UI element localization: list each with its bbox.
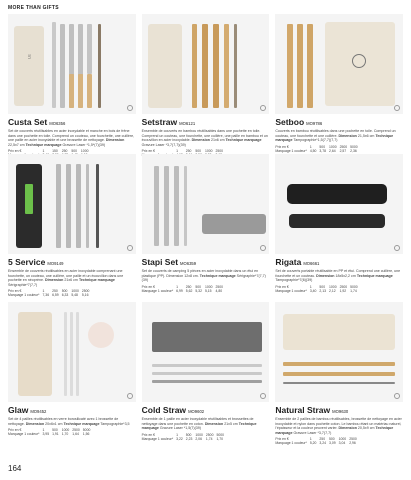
price-table: Prix en € 1 250 500 1000 2500 Marquage 1 couleur* 6,99 5,62 5,32 5,15 4,80 (141, 284, 224, 293)
product-card[interactable] (8, 302, 136, 462)
product-title: Custa Set MO6356 (8, 117, 66, 127)
eco-badge-icon (127, 245, 133, 251)
eco-badge-icon (394, 105, 400, 111)
eco-badge-icon (394, 245, 400, 251)
product-description: Ensemble de 1 paille en acier inoxydable réutilisables et brossettes de nettoyage dans une pochette en coton. Dimension 21x5 cm Technique marquage Gravure Laser *1,5(7)(39) (141, 417, 257, 431)
eco-badge-icon (394, 393, 400, 399)
product-card[interactable] (142, 14, 270, 154)
product-image (8, 302, 136, 402)
product-title: Setstraw MO6121 (141, 117, 196, 127)
page-number: 164 (8, 464, 22, 473)
price-table: Prix en € 1 250 500 1000 2500 Marquage 1 couleur* 5,20 3,24 3,09 3,04 2,96 (275, 437, 357, 446)
product-description: Ensemble de 2 pailles de bambou réutilisables, brossette de nettoyage en acier inoxydable et nylon dans pochette coton. Le bambou étant un matériau naturel, l'épaisseur et la couleur peuvent varier. Dimension 20,5x9 cm Technique marquage Gravure Laser *3,7(7,7) (275, 417, 402, 435)
product-description: Couverts en bambou réutilisables dans une pochette en toile. Comprend un couteau, une fourchette et une cuillère. Dimension 21,5x6 cm Technique marquage Tampographie*1,5(7,7)(7,7) (275, 129, 396, 143)
product-card[interactable] (8, 154, 136, 302)
product-image (275, 14, 403, 114)
product-title: Natural Straw MO9630 (275, 405, 349, 415)
product-title: Glaw MO9452 (8, 405, 47, 415)
product-description: Set de couverts de camping 5 pièces en acier inoxydable dans un étui en plastique (PP). Dimension 12x8 cm. Technique marquage Sérigraphie*7(7,7)(39) (141, 269, 266, 283)
price-table: Prix en € 1 500 1000 2500 5000 Marquage 1 couleur* 3,22 2,23 2,06 1,74 1,70 (141, 432, 224, 441)
product-card[interactable] (275, 302, 403, 462)
price-table: Prix en € 1 500 1000 2500 5000 Marquage 1 couleur* 4,50 3,78 2,64 2,57 2,36 (275, 144, 358, 153)
eco-badge-icon (127, 105, 133, 111)
product-description: Ensemble de couverts réutilisables en acier inoxydable comprenant une fourchette, un couteau, une cuillère, une paille et un écouvillon dans une pochette en néoprène. Dimension 21x6 cm Technique marquage Sérigraphie*7(7,7) (8, 269, 124, 287)
product-image (275, 302, 403, 402)
product-image: LE (8, 14, 136, 114)
product-title: Rigata MO6661 (275, 257, 320, 267)
price-table: Prix en € 1 250 500 1000 2500 (141, 149, 224, 154)
product-card[interactable] (142, 302, 270, 462)
product-title: Stapi Set MO6359 (141, 257, 197, 267)
product-image (275, 154, 403, 254)
product-card[interactable] (275, 14, 403, 154)
product-description: Set de couverts portable réutilisable en PP et étui. Comprend une cuillère, une fourchette et un couteau. Dimension 18x5x2,2 cm Technique marquage Tampographie*7(6)(39) (275, 269, 401, 283)
product-description: Set de 4 pailles réutilisables en verre borosilicaté avec 1 brossette de nettoyage. Dimension 20x6x1 cm Technique marquage Tampographie*3,5 (8, 417, 130, 426)
product-image (142, 302, 270, 402)
product-grid (8, 14, 403, 462)
product-title: Cold Straw MO9602 (141, 405, 205, 415)
product-description: Set de couverts réutilisables en acier inoxydable et manche en bois de frêne dans une pochette en toile. Comprend un couteau, une fourchette, une cuillère, une paille en acier inoxydable et une brossette de nettoyage. Dimension 22,5x7 cm Technique marquage Gravure Laser *1,5*(7)(39) (8, 129, 135, 147)
eco-badge-icon (260, 393, 266, 399)
product-image (8, 154, 136, 254)
eco-badge-icon (127, 393, 133, 399)
page-header: MORE THAN GIFTS (8, 5, 59, 11)
product-description: Ensemble de couverts en bambou réutilisables dans une pochette en toile. Comprend un couteau, une fourchette, une cuillère, une paille en bambou et un écouvillon en acier inoxydable. Dimension 21x6 cm Technique marquage Gravure Laser *3,7(7,7)(39) (141, 129, 268, 147)
product-card[interactable] (142, 154, 270, 302)
price-table: Prix en € 1 500 1000 2500 5000 Marquage 1 couleur* 3,40 2,13 2,12 1,92 1,74 (275, 284, 358, 293)
price-table: Prix en € 1 500 1000 2500 5000 Marquage 1 couleur* 3,95 1,91 1,70 1,64 1,56 (8, 428, 91, 437)
product-title: 5 Service MO9149 (8, 257, 64, 267)
product-card[interactable] (8, 14, 136, 154)
product-image (142, 14, 270, 114)
price-table: Prix en € 1 150 250 500 1000 (8, 149, 89, 154)
eco-badge-icon (260, 105, 266, 111)
eco-badge-icon (260, 245, 266, 251)
product-card[interactable] (275, 154, 403, 302)
product-image (142, 154, 270, 254)
product-title: Setboo MO9786 (275, 117, 323, 127)
price-table: Prix en € 1 250 500 1000 2500 Marquage 1 couleur* 7,36 6,59 6,33 5,48 5,16 (8, 289, 90, 298)
